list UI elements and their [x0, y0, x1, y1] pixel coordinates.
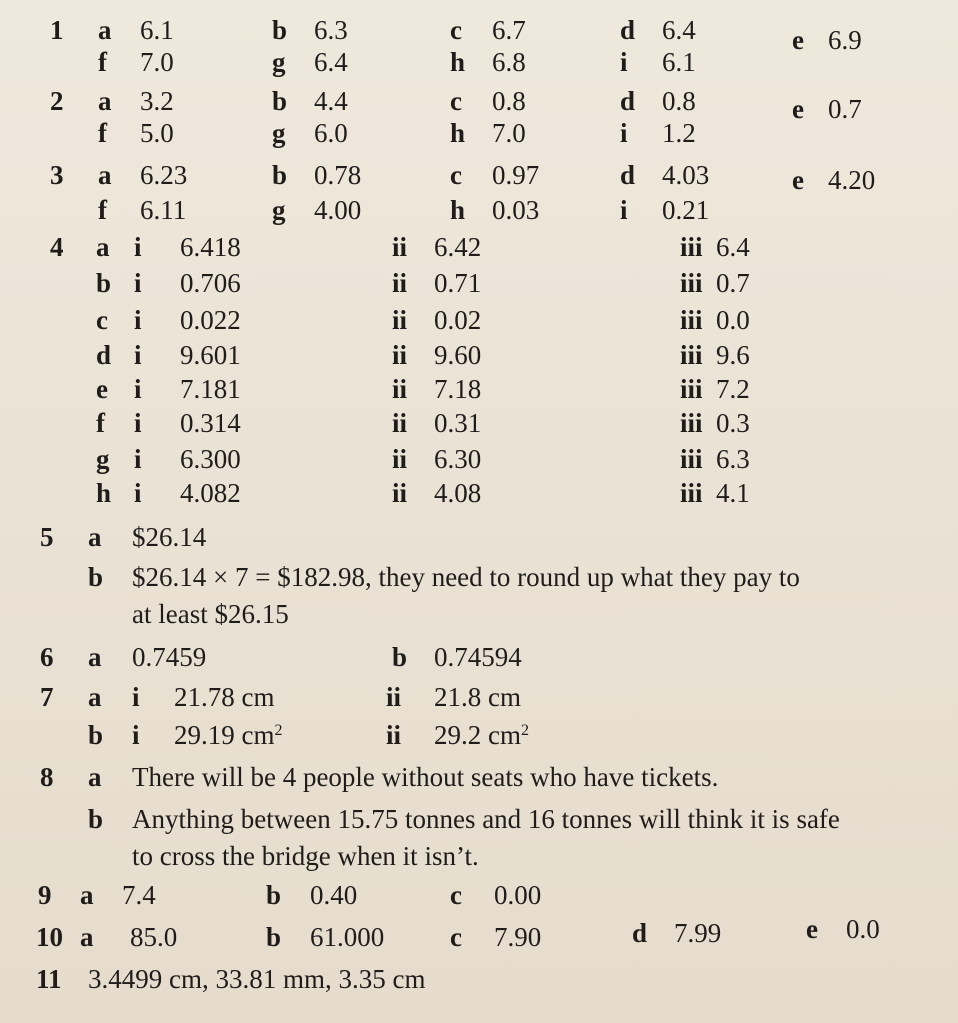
part-label: a	[96, 232, 110, 262]
roman-label: ii	[386, 720, 402, 750]
roman-label: i	[134, 478, 142, 508]
answer-value: 0.78	[314, 160, 362, 190]
part-label: c	[450, 86, 462, 116]
roman-label: ii	[392, 408, 408, 438]
answer-value: 0.00	[494, 880, 542, 910]
part-label: h	[450, 195, 466, 225]
part-label: b	[266, 922, 282, 952]
part-label: d	[96, 340, 112, 370]
part-label: g	[96, 444, 110, 474]
question-number: 1	[50, 15, 64, 45]
answer-value: 7.181	[180, 374, 241, 404]
roman-label: i	[134, 340, 142, 370]
answer-value: 6.7	[492, 15, 526, 45]
answer-value: 6.418	[180, 232, 241, 262]
answer-value: 0.022	[180, 305, 241, 335]
roman-label: i	[134, 305, 142, 335]
answer-value: 6.1	[140, 15, 174, 45]
part-label: b	[272, 86, 288, 116]
roman-label: ii	[392, 305, 408, 335]
question-number: 4	[50, 232, 64, 262]
area-value: 29.2 cm	[434, 720, 521, 750]
part-label: g	[272, 195, 286, 225]
answer-value: 0.8	[492, 86, 526, 116]
roman-label: ii	[392, 340, 408, 370]
part-label: e	[792, 94, 804, 124]
answer-value	[174, 720, 283, 750]
answer-value: 6.3	[314, 15, 348, 45]
answer-value: 7.2	[716, 374, 750, 404]
part-label: a	[98, 160, 112, 190]
part-label: c	[96, 305, 108, 335]
answer-value: 6.23	[140, 160, 188, 190]
part-label: h	[450, 118, 466, 148]
part-label: b	[266, 880, 282, 910]
roman-label: i	[134, 268, 142, 298]
answer-value: 6.1	[662, 47, 696, 77]
answer-value: 0.21	[662, 195, 710, 225]
question-number: 11	[36, 964, 62, 994]
question-number: 6	[40, 642, 54, 672]
roman-label: i	[132, 682, 140, 712]
part-label: i	[620, 195, 628, 225]
part-label: e	[792, 165, 804, 195]
answer-value: 7.0	[140, 47, 174, 77]
answer-value: 7.18	[434, 374, 482, 404]
answer-value: 1.2	[662, 118, 696, 148]
part-label: a	[98, 86, 112, 116]
part-label: e	[792, 25, 804, 55]
answer-value: 0.8	[662, 86, 696, 116]
answer-text: at least $26.15	[132, 599, 289, 629]
part-label: a	[98, 15, 112, 45]
part-label: h	[96, 478, 112, 508]
part-label: b	[96, 268, 112, 298]
answer-value	[434, 720, 529, 750]
part-label: b	[392, 642, 408, 672]
part-label: d	[620, 86, 636, 116]
answer-value: 0.02	[434, 305, 482, 335]
answer-value: 6.30	[434, 444, 482, 474]
question-number: 10	[36, 922, 63, 952]
roman-label: i	[134, 374, 142, 404]
answer-value: 4.4	[314, 86, 348, 116]
answer-value: 6.300	[180, 444, 241, 474]
roman-label: ii	[392, 268, 408, 298]
part-label: b	[88, 720, 104, 750]
answer-value: 4.00	[314, 195, 362, 225]
answer-value: 4.20	[828, 165, 876, 195]
answer-value: 0.3	[716, 408, 750, 438]
part-label: f	[98, 47, 107, 77]
answer-value: 4.082	[180, 478, 241, 508]
answer-value: 0.7459	[132, 642, 207, 672]
part-label: c	[450, 880, 462, 910]
squared-superscript: 2	[521, 722, 529, 739]
question-number: 2	[50, 86, 64, 116]
answer-value: 9.60	[434, 340, 482, 370]
part-label: c	[450, 160, 462, 190]
answer-value: 0.0	[716, 305, 750, 335]
part-label: e	[96, 374, 108, 404]
area-value: 29.19 cm	[174, 720, 275, 750]
question-number: 7	[40, 682, 54, 712]
part-label: a	[88, 762, 102, 792]
answer-value: 6.4	[314, 47, 348, 77]
answer-value: 6.9	[828, 25, 862, 55]
answer-text: There will be 4 people without seats who have tickets.	[132, 762, 719, 792]
part-label: g	[272, 118, 286, 148]
roman-label: ii	[392, 478, 408, 508]
roman-label: iii	[680, 305, 703, 335]
answer-value: 6.11	[140, 195, 187, 225]
answer-value: 0.0	[846, 914, 880, 944]
roman-label: i	[132, 720, 140, 750]
part-label: e	[806, 914, 818, 944]
roman-label: iii	[680, 340, 703, 370]
part-label: b	[88, 562, 104, 592]
part-label: c	[450, 922, 462, 952]
answer-value: 0.314	[180, 408, 241, 438]
roman-label: iii	[680, 232, 703, 262]
answer-value: 0.7	[828, 94, 862, 124]
answer-value: 4.08	[434, 478, 482, 508]
roman-label: ii	[392, 374, 408, 404]
part-label: a	[88, 682, 102, 712]
answer-value: 0.31	[434, 408, 482, 438]
answer-value: 0.706	[180, 268, 241, 298]
question-number: 5	[40, 522, 54, 552]
answer-value: 7.90	[494, 922, 542, 952]
answer-value: 7.4	[122, 880, 156, 910]
answer-value: 21.8 cm	[434, 682, 521, 712]
roman-label: iii	[680, 374, 703, 404]
roman-label: ii	[386, 682, 402, 712]
answer-value: 61.000	[310, 922, 385, 952]
part-label: c	[450, 15, 462, 45]
answer-value: 0.71	[434, 268, 482, 298]
roman-label: i	[134, 408, 142, 438]
answer-value: 21.78 cm	[174, 682, 275, 712]
part-label: d	[632, 918, 648, 948]
answer-value: 6.4	[716, 232, 750, 262]
part-label: d	[620, 15, 636, 45]
answer-value: 0.7	[716, 268, 750, 298]
squared-superscript: 2	[274, 722, 283, 739]
question-number: 9	[38, 880, 52, 910]
answer-value: 85.0	[130, 922, 178, 952]
part-label: d	[620, 160, 636, 190]
question-number: 8	[40, 762, 54, 792]
roman-label: iii	[680, 444, 703, 474]
roman-label: ii	[392, 232, 408, 262]
part-label: f	[98, 195, 107, 225]
answer-text: $26.14 × 7 = $182.98, they need to round up what they pay to	[132, 562, 800, 592]
answer-text: 3.4499 cm, 33.81 mm, 3.35 cm	[88, 964, 426, 994]
part-label: a	[80, 880, 94, 910]
answer-value: 5.0	[140, 118, 174, 148]
part-label: f	[98, 118, 107, 148]
answer-value: 7.99	[674, 918, 722, 948]
answer-value: 7.0	[492, 118, 526, 148]
answer-text: Anything between 15.75 tonnes and 16 tonnes will think it is safe	[132, 804, 840, 834]
answer-value: 0.40	[310, 880, 358, 910]
part-label: a	[88, 642, 102, 672]
question-number: 3	[50, 160, 64, 190]
part-label: h	[450, 47, 466, 77]
answer-value: 4.1	[716, 478, 750, 508]
part-label: a	[88, 522, 102, 552]
roman-label: i	[134, 444, 142, 474]
answer-value: 9.601	[180, 340, 241, 370]
roman-label: iii	[680, 478, 703, 508]
answer-value: 6.4	[662, 15, 696, 45]
answer-value: 3.2	[140, 86, 174, 116]
roman-label: iii	[680, 408, 703, 438]
part-label: g	[272, 47, 286, 77]
answer-value: 0.03	[492, 195, 540, 225]
roman-label: i	[134, 232, 142, 262]
answer-value: $26.14	[132, 522, 207, 552]
answer-value: 9.6	[716, 340, 750, 370]
part-label: i	[620, 118, 628, 148]
answer-value: 0.74594	[434, 642, 522, 672]
roman-label: ii	[392, 444, 408, 474]
part-label: b	[272, 15, 288, 45]
answer-value: 4.03	[662, 160, 710, 190]
part-label: b	[88, 804, 104, 834]
part-label: b	[272, 160, 288, 190]
answer-value: 6.8	[492, 47, 526, 77]
answer-value: 6.0	[314, 118, 348, 148]
part-label: i	[620, 47, 628, 77]
part-label: f	[96, 408, 105, 438]
roman-label: iii	[680, 268, 703, 298]
part-label: a	[80, 922, 94, 952]
answer-value: 6.42	[434, 232, 482, 262]
answer-value: 6.3	[716, 444, 750, 474]
answer-value: 0.97	[492, 160, 540, 190]
answer-text: to cross the bridge when it isn’t.	[132, 841, 479, 871]
